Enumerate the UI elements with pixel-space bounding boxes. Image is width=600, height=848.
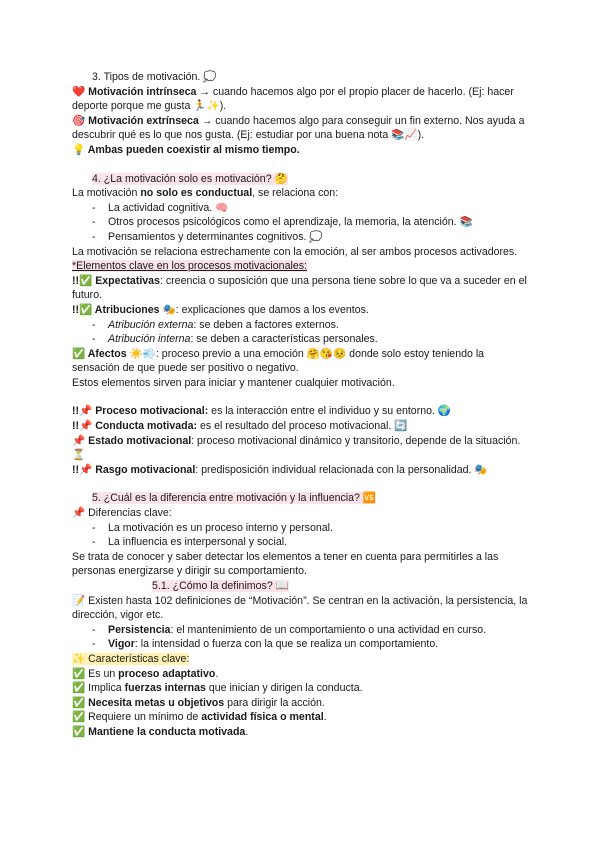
caracteristica-5: ✅ Mantiene la conducta motivada. xyxy=(72,725,249,738)
proceso-motivacional: !!📌 Proceso motivacional: es la interacción entre el individuo y su entorno. 🌍 xyxy=(72,405,452,418)
rasgo-motivacional: !!📌 Rasgo motivacional: predisposición individual relacionada con la personalidad. 🎭 xyxy=(72,463,488,476)
heading-motivacion-solo: 4. ¿La motivación solo es motivación? 🤔 xyxy=(92,172,288,185)
definiciones: 📝 Existen hasta 102 definiciones de “Motivación”. Se centran en la activación, la persistencia, la dirección, vigor etc. xyxy=(72,594,528,622)
elementos-sirven: Estos elementos sirven para iniciar y mantener cualquier motivación. xyxy=(72,376,395,389)
atribucion-interna: - Atribución interna: se deben a características personales. xyxy=(72,332,534,347)
persistencia: - Persistencia: el mantenimiento de un comportamiento o una actividad en curso. xyxy=(72,623,534,638)
list-item: - La influencia es interpersonal y social. xyxy=(72,535,534,550)
heading-tipos-motivacion: 3. Tipos de motivación. 💭 xyxy=(92,71,217,83)
estado-motivacional: 📌 Estado motivacional: proceso motivacional dinámico y transitorio, depende de la situación. ⏳ xyxy=(72,434,521,462)
caracteristica-2: ✅ Implica fuerzas internas que inician y dirigen la conducta. xyxy=(72,682,363,695)
list-item: - Pensamientos y determinantes cognitivos. 💭 xyxy=(72,230,534,245)
heading-diferencia: 5. ¿Cuál es la diferencia entre motivación y la influencia? 🆚 xyxy=(92,492,377,505)
motivacion-extrinseca: 🎯 Motivación extrínseca → cuando hacemos algo para conseguir un fin externo. Nos ayuda a descubrir qué es lo que nos gusta. (Ej: estudiar por una buena nota 📚📈). xyxy=(72,114,525,142)
motivacion-intro: La motivación no solo es conductual, se relaciona con: xyxy=(72,187,339,200)
caracteristica-1: ✅ Es un proceso adaptativo. xyxy=(72,667,219,680)
afectos: ✅ Afectos ☀️💨: proceso previo a una emoción 🤗😘😣 donde solo estoy teniendo la sensación de que puede ser positivo o negativo. xyxy=(72,347,485,375)
caracteristicas-clave: ✨ Características clave: xyxy=(72,652,190,665)
list-item: - Otros procesos psicológicos como el aprendizaje, la memoria, la atención. 📚 xyxy=(72,215,534,230)
conducta-motivada: !!📌 Conducta motivada: es el resultado del proceso motivacional. 🔄 xyxy=(72,420,408,433)
list-item: - La actividad cognitiva. 🧠 xyxy=(72,201,534,216)
atribucion-externa: - Atribución externa: se deben a factores externos. xyxy=(72,318,534,333)
se-trata: Se trata de conocer y saber detectar los elementos a tener en cuenta para permitirles a las personas energizarse y dirigir su comportamiento. xyxy=(72,550,499,578)
vigor: - Vigor: la intensidad o fuerza con la que se realiza un comportamiento. xyxy=(72,637,534,652)
caracteristica-4: ✅ Requiere un mínimo de actividad física o mental. xyxy=(72,711,327,724)
diferencias-clave: 📌 Diferencias clave: xyxy=(72,507,172,520)
relacion-emocion: La motivación se relaciona estrechamente con la emoción, al ser ambos procesos activadores. xyxy=(72,245,518,258)
subheading-como-definimos: 5.1. ¿Cómo la definimos? 📖 xyxy=(152,580,289,592)
motivacion-intrinseca: ❤️ Motivación intrínseca → cuando hacemos algo por el propio placer de hacerlo. (Ej: hacer deporte porque me gusta 🏃✨). xyxy=(72,85,514,113)
elementos-clave-heading: *Elementos clave en los procesos motivacionales: xyxy=(72,260,307,273)
list-item: - La motivación es un proceso interno y personal. xyxy=(72,521,534,536)
caracteristica-3: ✅ Necesita metas u objetivos para dirigir la acción. xyxy=(72,696,325,709)
coexistir-note: 💡 Ambas pueden coexistir al mismo tiempo. xyxy=(72,143,300,156)
atribuciones: !!✅ Atribuciones 🎭: explicaciones que damos a los eventos. xyxy=(72,303,369,316)
expectativas: !!✅ Expectativas: creencia o suposición que una persona tiene sobre lo que va a suceder en el futuro. xyxy=(72,274,527,302)
